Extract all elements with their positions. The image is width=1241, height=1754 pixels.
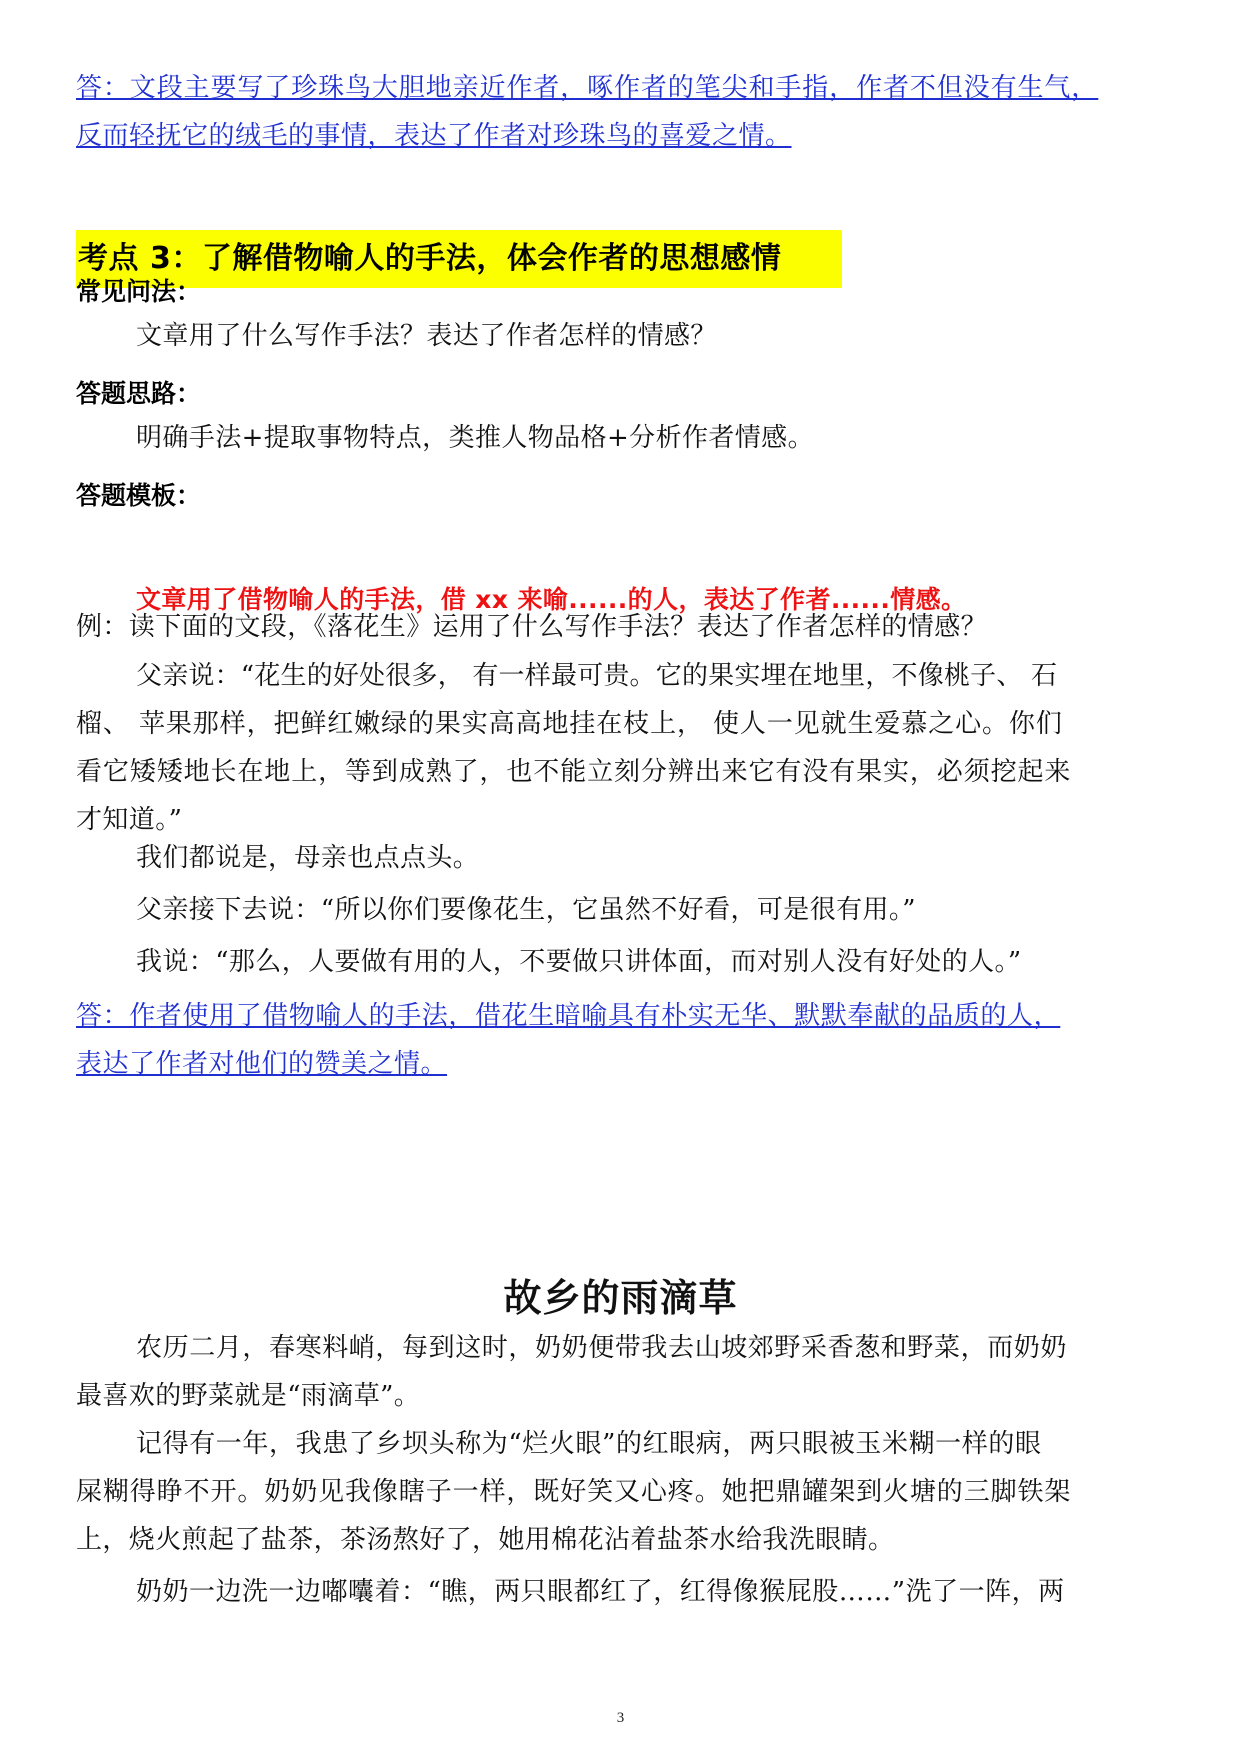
answer-paragraph-2: [76, 992, 1166, 1088]
paragraph-line: 上，烧火煎起了盐茶，茶汤熬好了，她用棉花沾着盐茶水给我洗眼睛。: [76, 1525, 895, 1555]
section-heading-kaodian-3: 考点 3：了解借物喻人的手法，体会作者的思想感情: [76, 230, 842, 288]
answer-line: 答：作者使用了借物喻人的手法，借花生暗喻具有朴实无华、默默奉献的品质的人，: [76, 1001, 1061, 1031]
essay-paragraph-2: [76, 1420, 1166, 1564]
paragraph-line: 农历二月，春寒料峭，每到这时，奶奶便带我去山坡郊野采香葱和野菜，而奶奶: [136, 1333, 1068, 1363]
essay-paragraph-1: [76, 1324, 1166, 1420]
approach-label: 答题思路：: [76, 379, 202, 408]
essay-title: 故乡的雨滴草: [503, 1276, 738, 1320]
answer-line: 反而轻抚它的绒毛的事情，表达了作者对珍珠鸟的喜爱之情。: [76, 121, 792, 151]
essay-paragraph-3: [76, 1568, 1166, 1616]
paragraph-line: 最喜欢的野菜就是“雨滴草”。: [76, 1381, 421, 1411]
approach-text: 明确手法+提取事物特点，类推人物品格+分析作者情感。: [136, 423, 814, 453]
paragraph-line: 奶奶一边洗一边嘟囔着：“瞧，两只眼都红了，红得像猴屁股……”洗了一阵，两: [136, 1577, 1065, 1607]
paragraph-line: 榴、 苹果那样，把鲜红嫩绿的果实高高地挂在枝上， 使人一见就生爱慕之心。你们: [76, 709, 1063, 739]
answer-line: 答：文段主要写了珍珠鸟大胆地亲近作者，啄作者的笔尖和手指，作者不但没有生气，: [76, 73, 1099, 103]
example-paragraph-2: 我们都说是，母亲也点点头。: [136, 843, 480, 873]
common-question-label: 常见问法：: [76, 277, 202, 306]
example-paragraph-1: [76, 652, 1166, 844]
answer-paragraph-1: [76, 64, 1166, 160]
answer-template-text: 文章用了借物喻人的手法，借 xx 来喻......的人，表达了作者......情感。: [136, 585, 967, 614]
common-question-text: 文章用了什么写作手法？表达了作者怎样的情感？: [136, 321, 717, 351]
paragraph-line: 父亲说：“花生的好处很多， 有一样最可贵。它的果实埋在地里，不像桃子、 石: [136, 661, 1058, 691]
example-paragraph-3: 父亲接下去说：“所以你们要像花生，它虽然不好看，可是很有用。”: [136, 895, 916, 925]
paragraph-line: 屎糊得睁不开。奶奶见我像瞎子一样，既好笑又心疼。她把鼎罐架到火塘的三脚铁架: [76, 1477, 1072, 1507]
answer-line: 表达了作者对他们的赞美之情。: [76, 1049, 448, 1079]
page-number: 3: [616, 1710, 625, 1726]
example-question: 例：读下面的文段，《落花生》运用了什么写作手法？表达了作者怎样的情感？: [76, 612, 988, 642]
paragraph-line: 记得有一年，我患了乡坝头称为“烂火眼”的红眼病，两只眼被玉米糊一样的眼: [136, 1429, 1042, 1459]
template-label: 答题模板：: [76, 481, 202, 510]
paragraph-line: 看它矮矮地长在地上，等到成熟了，也不能立刻分辨出来它有没有果实，必须挖起来: [76, 757, 1072, 787]
example-paragraph-4: 我说：“那么，人要做有用的人，不要做只讲体面，而对别人没有好处的人。”: [136, 947, 1022, 977]
paragraph-line: 才知道。”: [76, 805, 183, 835]
